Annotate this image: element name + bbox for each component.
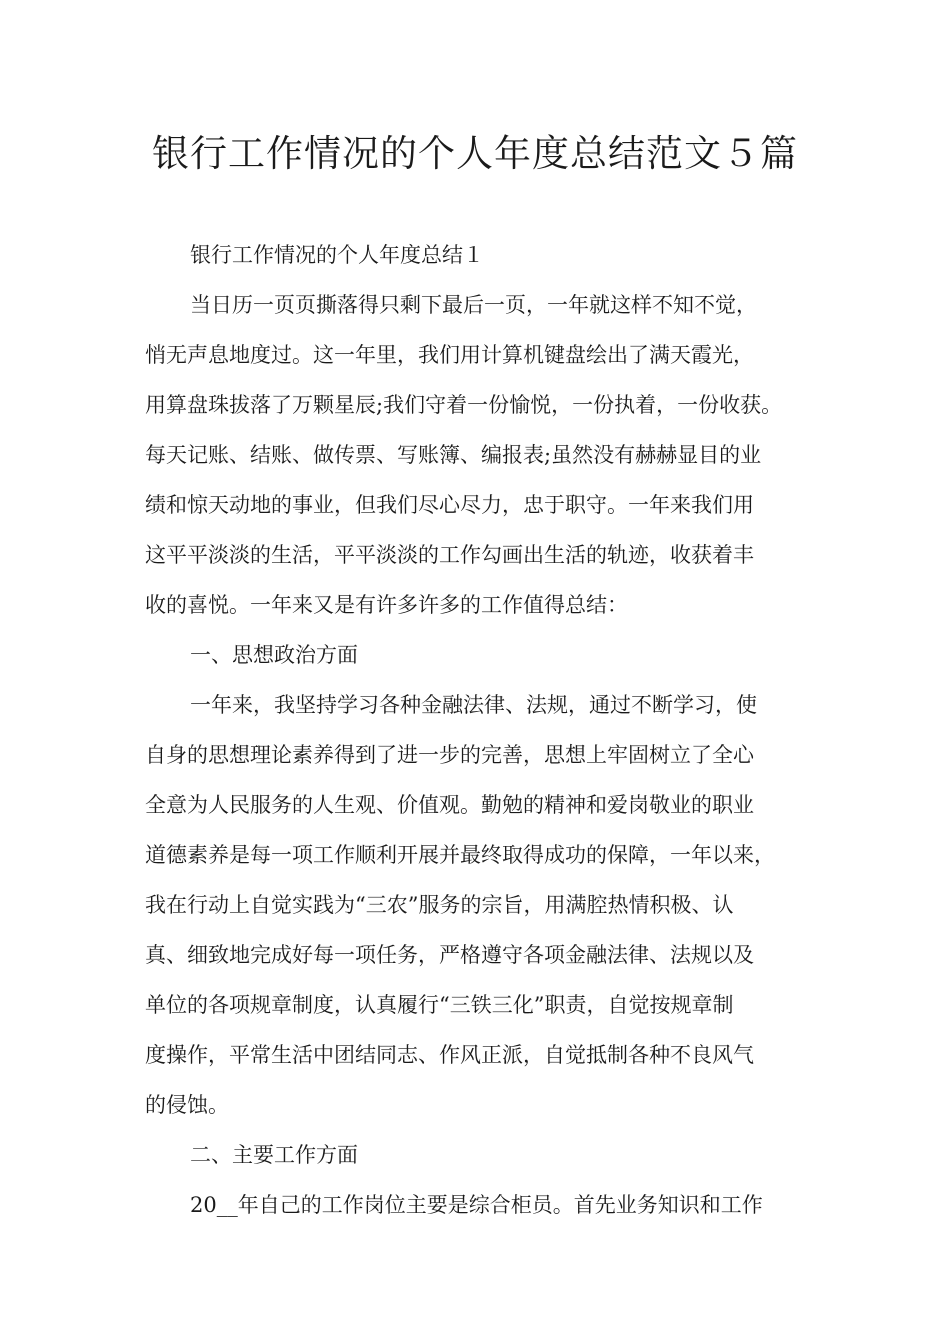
text-line: 20__年自己的工作岗位主要是综合柜员。首先业务知识和工作 bbox=[190, 1193, 763, 1217]
text-line: 当日历一页页撕落得只剩下最后一页，一年就这样不知不觉， bbox=[190, 293, 757, 317]
text-line: 绩和惊天动地的事业，但我们尽心尽力，忠于职守。一年来我们用 bbox=[145, 493, 754, 517]
text-line: 这平平淡淡的生活，平平淡淡的工作勾画出生活的轨迹，收获着丰 bbox=[145, 543, 754, 567]
text-line: 用算盘珠拔落了万颗星辰;我们守着一份愉悦，一份执着，一份收获。 bbox=[145, 393, 783, 417]
text-line: 我在行动上自觉实践为“三农”服务的宗旨，用满腔热情积极、认 bbox=[145, 893, 734, 917]
document-body bbox=[145, 230, 825, 1230]
text-line: 收的喜悦。一年来又是有许多许多的工作值得总结： bbox=[145, 593, 628, 617]
text-line: 全意为人民服务的人生观、价值观。勤勉的精神和爱岗敬业的职业 bbox=[145, 793, 754, 817]
document-title: 银行工作情况的个人年度总结范文５篇 bbox=[152, 132, 798, 175]
text-line: 一年来，我坚持学习各种金融法律、法规，通过不断学习，使 bbox=[190, 693, 757, 717]
text-line: 单位的各项规章制度，认真履行“三铁三化”职责，自觉按规章制 bbox=[145, 993, 734, 1017]
section-heading: 一、思想政治方面 bbox=[190, 643, 358, 667]
text-line: 道德素养是每一项工作顺利开展并最终取得成功的保障，一年以来， bbox=[145, 843, 775, 867]
text-line: 每天记账、结账、做传票、写账簿、编报表;虽然没有赫赫显目的业 bbox=[145, 443, 762, 467]
text-line: 度操作，平常生活中团结同志、作风正派，自觉抵制各种不良风气 bbox=[145, 1043, 754, 1067]
text-line: 的侵蚀。 bbox=[145, 1093, 229, 1117]
text-line: 真、细致地完成好每一项任务，严格遵守各项金融法律、法规以及 bbox=[145, 943, 754, 967]
text-line: 悄无声息地度过。这一年里，我们用计算机键盘绘出了满天霞光， bbox=[145, 343, 754, 367]
text-line: 自身的思想理论素养得到了进一步的完善，思想上牢固树立了全心 bbox=[145, 743, 754, 767]
text-line: 银行工作情况的个人年度总结１ bbox=[190, 243, 484, 267]
section-heading: 二、主要工作方面 bbox=[190, 1143, 358, 1167]
